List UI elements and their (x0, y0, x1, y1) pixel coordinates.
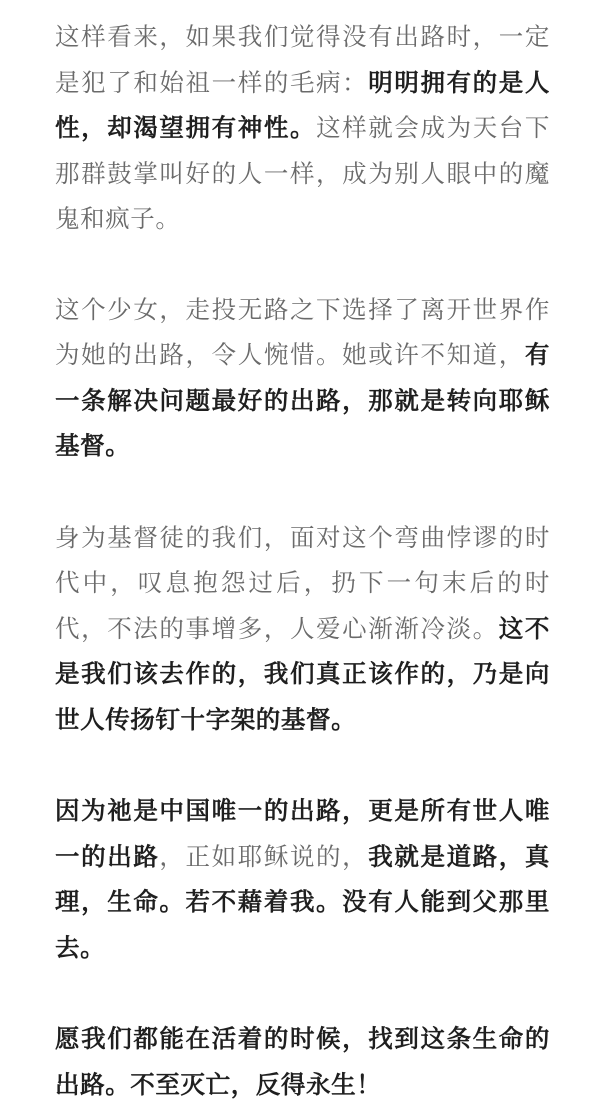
bold-text-segment: 这不是我们该去作的，我们真正该作的，乃是向世人传扬钉十字架的基督。 (55, 613, 551, 734)
article-body (55, 14, 550, 1107)
text-segment: 这样看来，如果我们觉得没有出路时，一定是犯了和始祖一样的毛病： (55, 22, 550, 97)
paragraph (55, 1016, 550, 1107)
paragraph (55, 515, 550, 743)
bold-text-segment: 有一条解决问题最好的出路，那就是转向耶稣基督。 (55, 340, 550, 460)
bold-text-segment: 明明拥有的是人性，却渴望拥有神性。 (55, 67, 550, 142)
text-segment: 身为基督徒的我们，面对这个弯曲悖谬的时代中，叹息抱怨过后，扔下一句末后的时代，不法的事增多，人爱心渐渐冷淡。 (55, 522, 550, 643)
bold-text-segment: 愿我们都能在活着的时候，找到这条生命的出路。不至灭亡，反得永生！ (55, 1024, 550, 1099)
paragraph (55, 14, 550, 242)
paragraph (55, 287, 550, 469)
bold-text-segment: 我就是道路，真理，生命。若不藉着我。没有人能到父那里去。 (55, 841, 550, 962)
text-segment: 这个少女，走投无路之下选择了离开世界作为她的出路，令人惋惜。她或许不知道， (55, 294, 550, 369)
paragraph (55, 788, 550, 970)
text-segment: 这样就会成为天台下那群鼓掌叫好的人一样，成为别人眼中的魔鬼和疯子。 (55, 113, 551, 233)
text-segment: ，正如耶稣说的， (159, 841, 369, 871)
bold-text-segment: 因为祂是中国唯一的出路，更是所有世人唯一的出路 (55, 796, 550, 871)
